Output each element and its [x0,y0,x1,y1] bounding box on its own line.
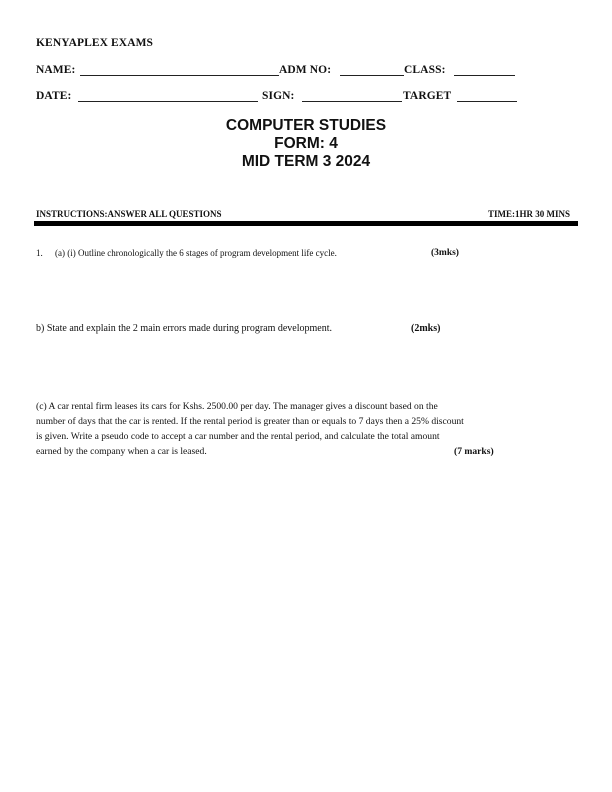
instructions-divider [34,221,578,226]
adm-no-label: ADM NO: [279,64,332,76]
target-label: TARGET [403,90,452,102]
question-1c-line-4: earned by the company when a car is leased. [36,446,207,457]
school-name: KENYAPLEX EXAMS [36,37,154,49]
name-field-line[interactable] [80,75,279,76]
date-label: DATE: [36,90,72,102]
class-label: CLASS: [404,64,446,76]
question-1c-marks: (7 marks) [454,446,494,457]
question-1a-text: (a) (i) Outline chronologically the 6 stages of program development life cycle. [55,248,337,258]
question-1b-text: b) State and explain the 2 main errors made during program development. [36,323,333,334]
date-field-line[interactable] [78,101,258,102]
question-1c-line-1: (c) A car rental firm leases its cars for Kshs. 2500.00 per day. The manager gives a discount based on the [36,401,438,412]
class-field-line[interactable] [454,75,515,76]
question-1c-line-2: number of days that the car is rented. If the rental period is greater than or equals to 7 days then a 25% discount [36,416,464,427]
name-label: NAME: [36,64,76,76]
time-allowed: TIME:1HR 30 MINS [487,209,570,219]
term-title: MID TERM 3 2024 [241,153,371,170]
question-1b-marks: (2mks) [411,323,441,334]
form-title: FORM: 4 [274,135,338,152]
sign-field-line[interactable] [302,101,402,102]
question-1a-marks: (3mks) [431,248,459,258]
instructions-text: INSTRUCTIONS:ANSWER ALL QUESTIONS [36,209,222,219]
question-number: 1. [36,248,43,258]
sign-label: SIGN: [262,90,295,102]
adm-no-field-line[interactable] [340,75,404,76]
target-field-line[interactable] [457,101,517,102]
subject-title: COMPUTER STUDIES [225,117,387,134]
question-1c-line-3: is given. Write a pseudo code to accept a car number and the rental period, and calculate the total amount [36,431,440,442]
